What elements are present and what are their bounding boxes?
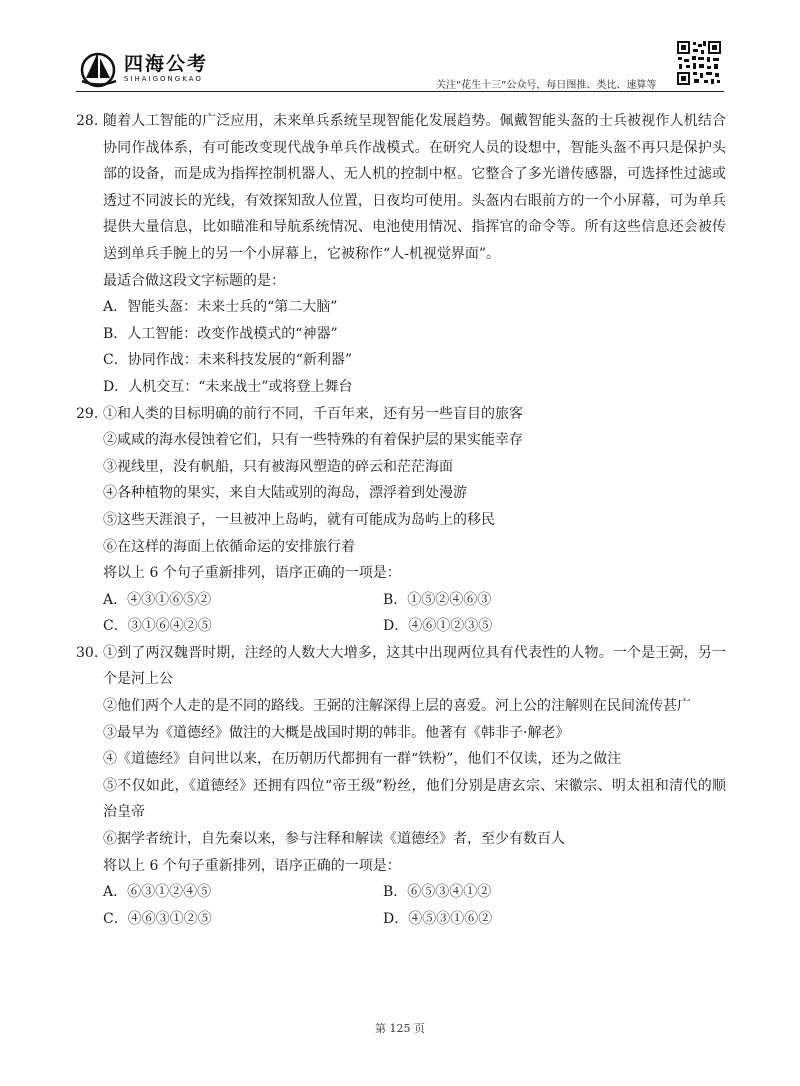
option-c[interactable]: C．③①⑥④②⑤ [103,618,212,635]
option-c[interactable]: C．④⑥③①②⑤ [103,910,212,927]
logo-english-name: SIHAIGONGKAO [124,74,203,83]
option-d[interactable]: D．④⑤③①⑥② [383,910,493,927]
option-a[interactable]: A．⑥③①②④⑤ [103,884,212,901]
sentence-1: ①到了两汉魏晋时期，注经的人数大大增多，这其中出现两位具有代表性的人物。一个是王弼，另一个是河上公 [103,644,726,688]
option-b[interactable]: B．①⑤②④⑥③ [383,591,492,608]
page-header [0,0,800,105]
question-28 [76,108,726,401]
sentence-5: ⑤不仅如此，《道德经》还拥有四位“帝王级”粉丝，他们分别是唐玄宗、宋徽宗、明太祖和清代的顺治皇帝 [103,777,726,821]
sentence-3: ③最早为《道德经》做注的大概是战国时期的韩非。他著有《韩非子·解老》 [103,724,570,741]
question-number: 28. [76,113,99,129]
question-prompt: 将以上 6 个句子重新排列，语序正确的一项是： [103,565,401,582]
question-prompt: 将以上 6 个句子重新排列，语序正确的一项是： [103,857,401,874]
option-d[interactable]: D．人机交互：“未来战士”或将登上舞台 [103,378,353,395]
sentence-1: ①和人类的目标明确的前行不同，千百年来，还有另一些盲目的旅客 [103,405,523,422]
sailboat-logo-icon [78,48,120,88]
option-b[interactable]: B．人工智能：改变作战模式的“神器” [103,325,338,342]
sentence-4: ④《道德经》自问世以来，在历朝历代都拥有一群“铁粉”，他们不仅读，还为之做注 [103,751,622,768]
question-prompt: 最适合做这段文字标题的是： [103,272,285,289]
option-b[interactable]: B．⑥⑤③④①② [383,884,492,901]
sentence-2: ②他们两个人走的是不同的路线。王弼的注解深得上层的喜爱。河上公的注解则在民间流传甚广 [103,698,691,715]
header-note: 关注“花生十三”公众号，每日图推、类比、速算等 [436,80,657,91]
logo-chinese-name: 四海公考 [124,52,209,75]
option-c[interactable]: C．协同作战：未来科技发展的“新利器” [103,352,353,369]
question-number: 30. [76,644,99,661]
sihai-logo [78,48,208,88]
sentence-4: ④各种植物的果实，来自大陆或别的海岛，漂浮着到处漫游 [103,485,467,502]
sentence-6: ⑥据学者统计，自先秦以来，参与注释和解读《道德经》者，至少有数百人 [103,831,565,848]
sentence-6: ⑥在这样的海面上依循命运的安排旅行着 [103,538,355,555]
sentence-5: ⑤这些天涯浪子，一旦被冲上岛屿，就有可能成为岛屿上的移民 [103,511,495,528]
question-number: 29. [76,405,99,422]
qr-code-icon [676,40,722,86]
header-divider [76,91,724,92]
option-a[interactable]: A．智能头盔：未来士兵的“第二大脑” [103,299,338,316]
page-content [76,108,726,932]
sentence-3: ③视线里，没有帆船，只有被海风塑造的碎云和茫茫海面 [103,458,453,475]
question-30 [76,640,726,933]
option-a[interactable]: A．④③①⑥⑤② [103,591,212,608]
sentence-2: ②咸咸的海水侵蚀着它们，只有一些特殊的有着保护层的果实能幸存 [103,432,523,449]
question-passage: 随着人工智能的广泛应用，未来单兵系统呈现智能化发展趋势。佩戴智能头盔的士兵被视作人机结合协同作战体系，有可能改变现代战争单兵作战模式。在研究人员的设想中，智能头盔不再只是保护头部的设备，而是成为指挥控制机器人、无人机的控制中枢。它整合了多光谱传感器，可选择性过滤或透过不同波长的光线，有效探知敌人位置，日夜均可使用。头盔内右眼前方的一个小屏幕，可为单兵提供大量信息，比如瞄准和导航系统情况、电池使用情况、指挥官的命令等。所有这些信息还会被传送到单兵手腕上的另一个小屏幕上，它被称作“人-机视觉界面”。 [103,113,726,262]
page-number: 第 125 页 [375,1022,425,1035]
question-29 [76,401,726,640]
option-d[interactable]: D．④⑥①②③⑤ [383,618,493,635]
